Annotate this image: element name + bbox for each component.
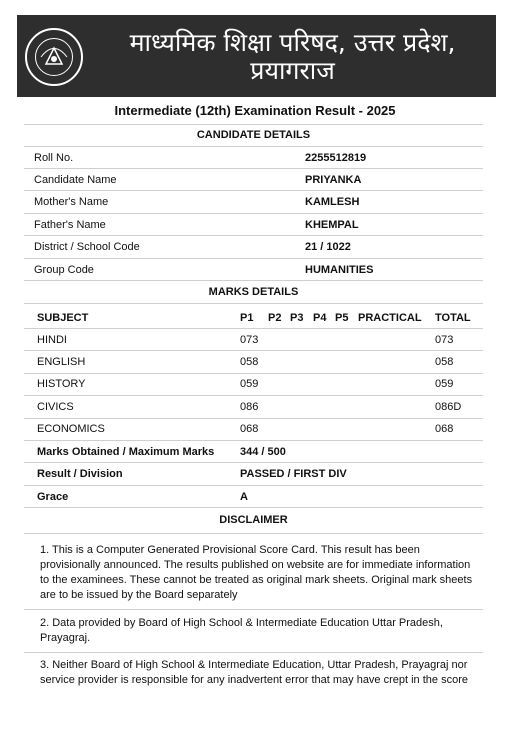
district-school-row (34, 241, 483, 255)
divider (24, 462, 483, 463)
grace-value: A (240, 491, 248, 503)
subject-name: ECONOMICS (37, 423, 105, 435)
result-division-value: PASSED / FIRST DIV (240, 468, 347, 480)
divider (24, 533, 483, 534)
divider (24, 124, 483, 125)
divider (24, 609, 483, 610)
header-banner (17, 15, 496, 97)
p2-header: P2 (268, 312, 282, 324)
group-code-row (34, 264, 483, 278)
divider (24, 418, 483, 419)
practical-header: PRACTICAL (358, 312, 422, 324)
disclaimer-item: 2. Data provided by Board of High School & Intermediate Education Uttar Pradesh, Prayagraj. (40, 617, 443, 644)
mother-name-row (34, 196, 483, 210)
divider (24, 235, 483, 236)
roll-number-value: 2255512819 (305, 152, 367, 164)
subject-name: CIVICS (37, 401, 74, 413)
board-title-line2: प्रयागराज (250, 56, 335, 85)
subject-name: HISTORY (37, 378, 86, 390)
divider (24, 168, 483, 169)
grace-label: Grace (37, 491, 69, 503)
marks-obtained-label: Marks Obtained / Maximum Marks (37, 446, 215, 458)
p1-mark: 068 (240, 423, 259, 435)
subject-header: SUBJECT (37, 312, 89, 324)
p1-mark: 059 (240, 378, 259, 390)
divider (24, 395, 483, 396)
p1-mark: 058 (240, 356, 259, 368)
field-label: District / School Code (34, 241, 140, 253)
father-name-row (34, 219, 483, 233)
p3-header: P3 (290, 312, 304, 324)
p1-mark: 086 (240, 401, 259, 413)
marks-section-title: MARKS DETAILS (208, 286, 299, 298)
divider (24, 652, 483, 653)
p5-header: P5 (335, 312, 349, 324)
page-title: Intermediate (12th) Examination Result - 2025 (114, 103, 396, 118)
mother-name-value: KAMLESH (305, 196, 360, 208)
board-emblem-icon (25, 28, 83, 86)
p1-header: P1 (240, 312, 254, 324)
divider (24, 350, 483, 351)
candidate-name-value: PRIYANKA (305, 174, 362, 186)
district-school-value: 21 / 1022 (305, 241, 351, 253)
field-label: Group Code (34, 264, 94, 276)
total-mark: 086D (435, 401, 462, 413)
disclaimer-section-title: DISCLAIMER (219, 514, 288, 526)
divider (24, 328, 483, 329)
p4-header: P4 (313, 312, 327, 324)
total-mark: 059 (435, 378, 454, 390)
candidate-section-title: CANDIDATE DETAILS (196, 129, 311, 141)
divider (24, 485, 483, 486)
divider (24, 213, 483, 214)
total-mark: 073 (435, 334, 454, 346)
divider (24, 258, 483, 259)
roll-number-row (34, 152, 483, 166)
board-title (95, 29, 490, 85)
total-mark: 058 (435, 356, 454, 368)
subject-name: ENGLISH (37, 356, 86, 368)
candidate-name-row (34, 174, 483, 188)
divider (24, 280, 483, 281)
field-label: Father's Name (34, 219, 106, 231)
field-label: Mother's Name (34, 196, 109, 208)
divider (24, 440, 483, 441)
result-division-label: Result / Division (37, 468, 123, 480)
divider (24, 146, 483, 147)
board-title-line1: माध्यमिक शिक्षा परिषद, उत्तर प्रदेश, (129, 28, 456, 57)
disclaimer-item: 3. Neither Board of High School & Intermediate Education, Uttar Pradesh, Prayagraj nor service provider is responsible for any inadvertent error that may have crept in the score (40, 659, 468, 686)
subject-name: HINDI (37, 334, 67, 346)
father-name-value: KHEMPAL (305, 219, 359, 231)
marks-obtained-value: 344 / 500 (240, 446, 286, 458)
divider (24, 303, 483, 304)
group-code-value: HUMANITIES (305, 264, 374, 276)
divider (24, 373, 483, 374)
p1-mark: 073 (240, 334, 259, 346)
field-label: Roll No. (34, 152, 74, 164)
total-mark: 068 (435, 423, 454, 435)
field-label: Candidate Name (34, 174, 117, 186)
disclaimer-item: 1. This is a Computer Generated Provisional Score Card. This result has been provisionally announced. The results published on website are for immediate information to the examinees. These cannot be treated as original mark sheets. Original mark sheets are to be issued by the Board separately (40, 544, 473, 601)
total-header: TOTAL (435, 312, 471, 324)
divider (24, 507, 483, 508)
divider (24, 190, 483, 191)
